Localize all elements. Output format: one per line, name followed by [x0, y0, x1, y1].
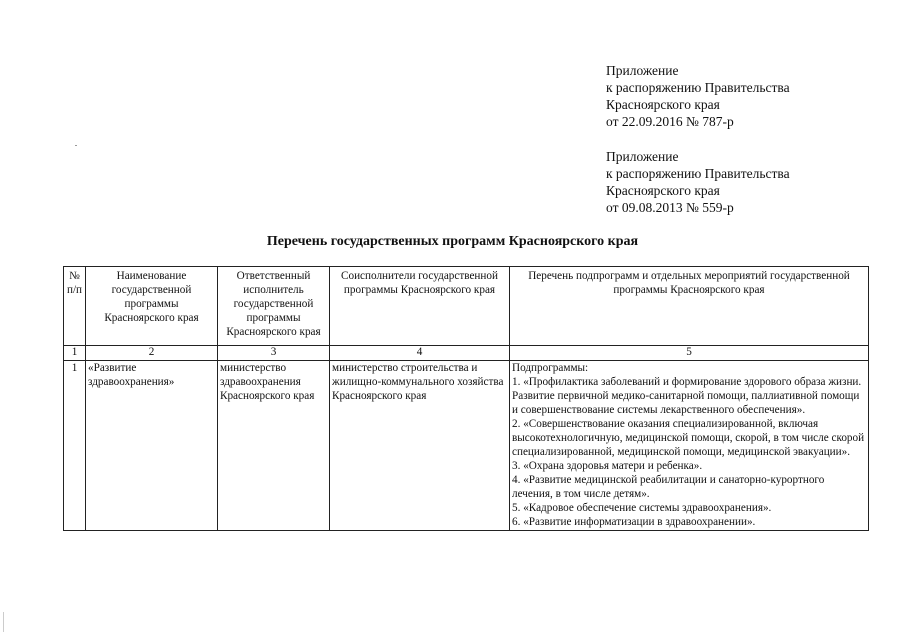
annex-region: Красноярского края — [606, 183, 720, 198]
subprogram-item: 2. «Совершенствование оказания специализированной, включая высокотехнологичную, медицинской помощи, скорой, в том числе скорой специализированной, медицинской помощи, медицинской эвакуации». — [512, 418, 865, 458]
header-program-name: Наименование государственной программы Красноярского края — [86, 267, 218, 346]
table-row — [64, 361, 869, 531]
header-number: № п/п — [64, 267, 86, 346]
annex-header-original — [606, 148, 790, 216]
subprograms-title: Подпрограммы: — [512, 362, 589, 374]
coexecutors: министерство строительства и жилищно-коммунального хозяйства Красноярского края — [330, 361, 510, 531]
column-number: 4 — [330, 346, 510, 361]
column-number: 3 — [218, 346, 330, 361]
column-number-row — [64, 346, 869, 361]
column-number: 5 — [510, 346, 869, 361]
table-header-row — [64, 267, 869, 346]
program-name: «Развитие здравоохранения» — [86, 361, 218, 531]
annex-label: Приложение — [606, 149, 679, 164]
header-responsible-executor: Ответственный исполнитель государственной программы Красноярского края — [218, 267, 330, 346]
header-coexecutors: Соисполнители государственной программы Красноярского края — [330, 267, 510, 346]
subprogram-item: 6. «Развитие информатизации в здравоохранении». — [512, 516, 756, 528]
scan-artifact — [75, 145, 77, 146]
subprogram-item: 1. «Профилактика заболеваний и формирование здорового образа жизни. Развитие первичной медико-санитарной помощи, паллиативной помощи и совершенствование системы лекарственного обеспечения». — [512, 376, 862, 416]
header-subprograms-list: Перечень подпрограмм и отдельных мероприятий государственной программы Красноярского края — [510, 267, 869, 346]
annex-label: Приложение — [606, 63, 679, 78]
subprograms-list — [510, 361, 869, 531]
scan-artifact — [3, 612, 4, 632]
annex-region: Красноярского края — [606, 97, 720, 112]
subprogram-item: 5. «Кадровое обеспечение системы здравоохранения». — [512, 502, 772, 514]
annex-reference: к распоряжению Правительства — [606, 80, 790, 95]
annex-reference: к распоряжению Правительства — [606, 166, 790, 181]
annex-date-number: от 22.09.2016 № 787-р — [606, 114, 734, 129]
column-number: 1 — [64, 346, 86, 361]
subprogram-item: 4. «Развитие медицинской реабилитации и санаторно-курортного лечения, в том числе детям». — [512, 474, 825, 500]
document-title: Перечень государственных программ Красноярского края — [266, 234, 639, 249]
column-number: 2 — [86, 346, 218, 361]
responsible-executor: министерство здравоохранения Красноярского края — [218, 361, 330, 531]
subprogram-item: 3. «Охрана здоровья матери и ребенка». — [512, 460, 703, 472]
annex-header-current — [606, 62, 790, 130]
programs-table — [63, 266, 869, 531]
annex-date-number: от 09.08.2013 № 559-р — [606, 200, 734, 215]
row-number: 1 — [64, 361, 86, 531]
